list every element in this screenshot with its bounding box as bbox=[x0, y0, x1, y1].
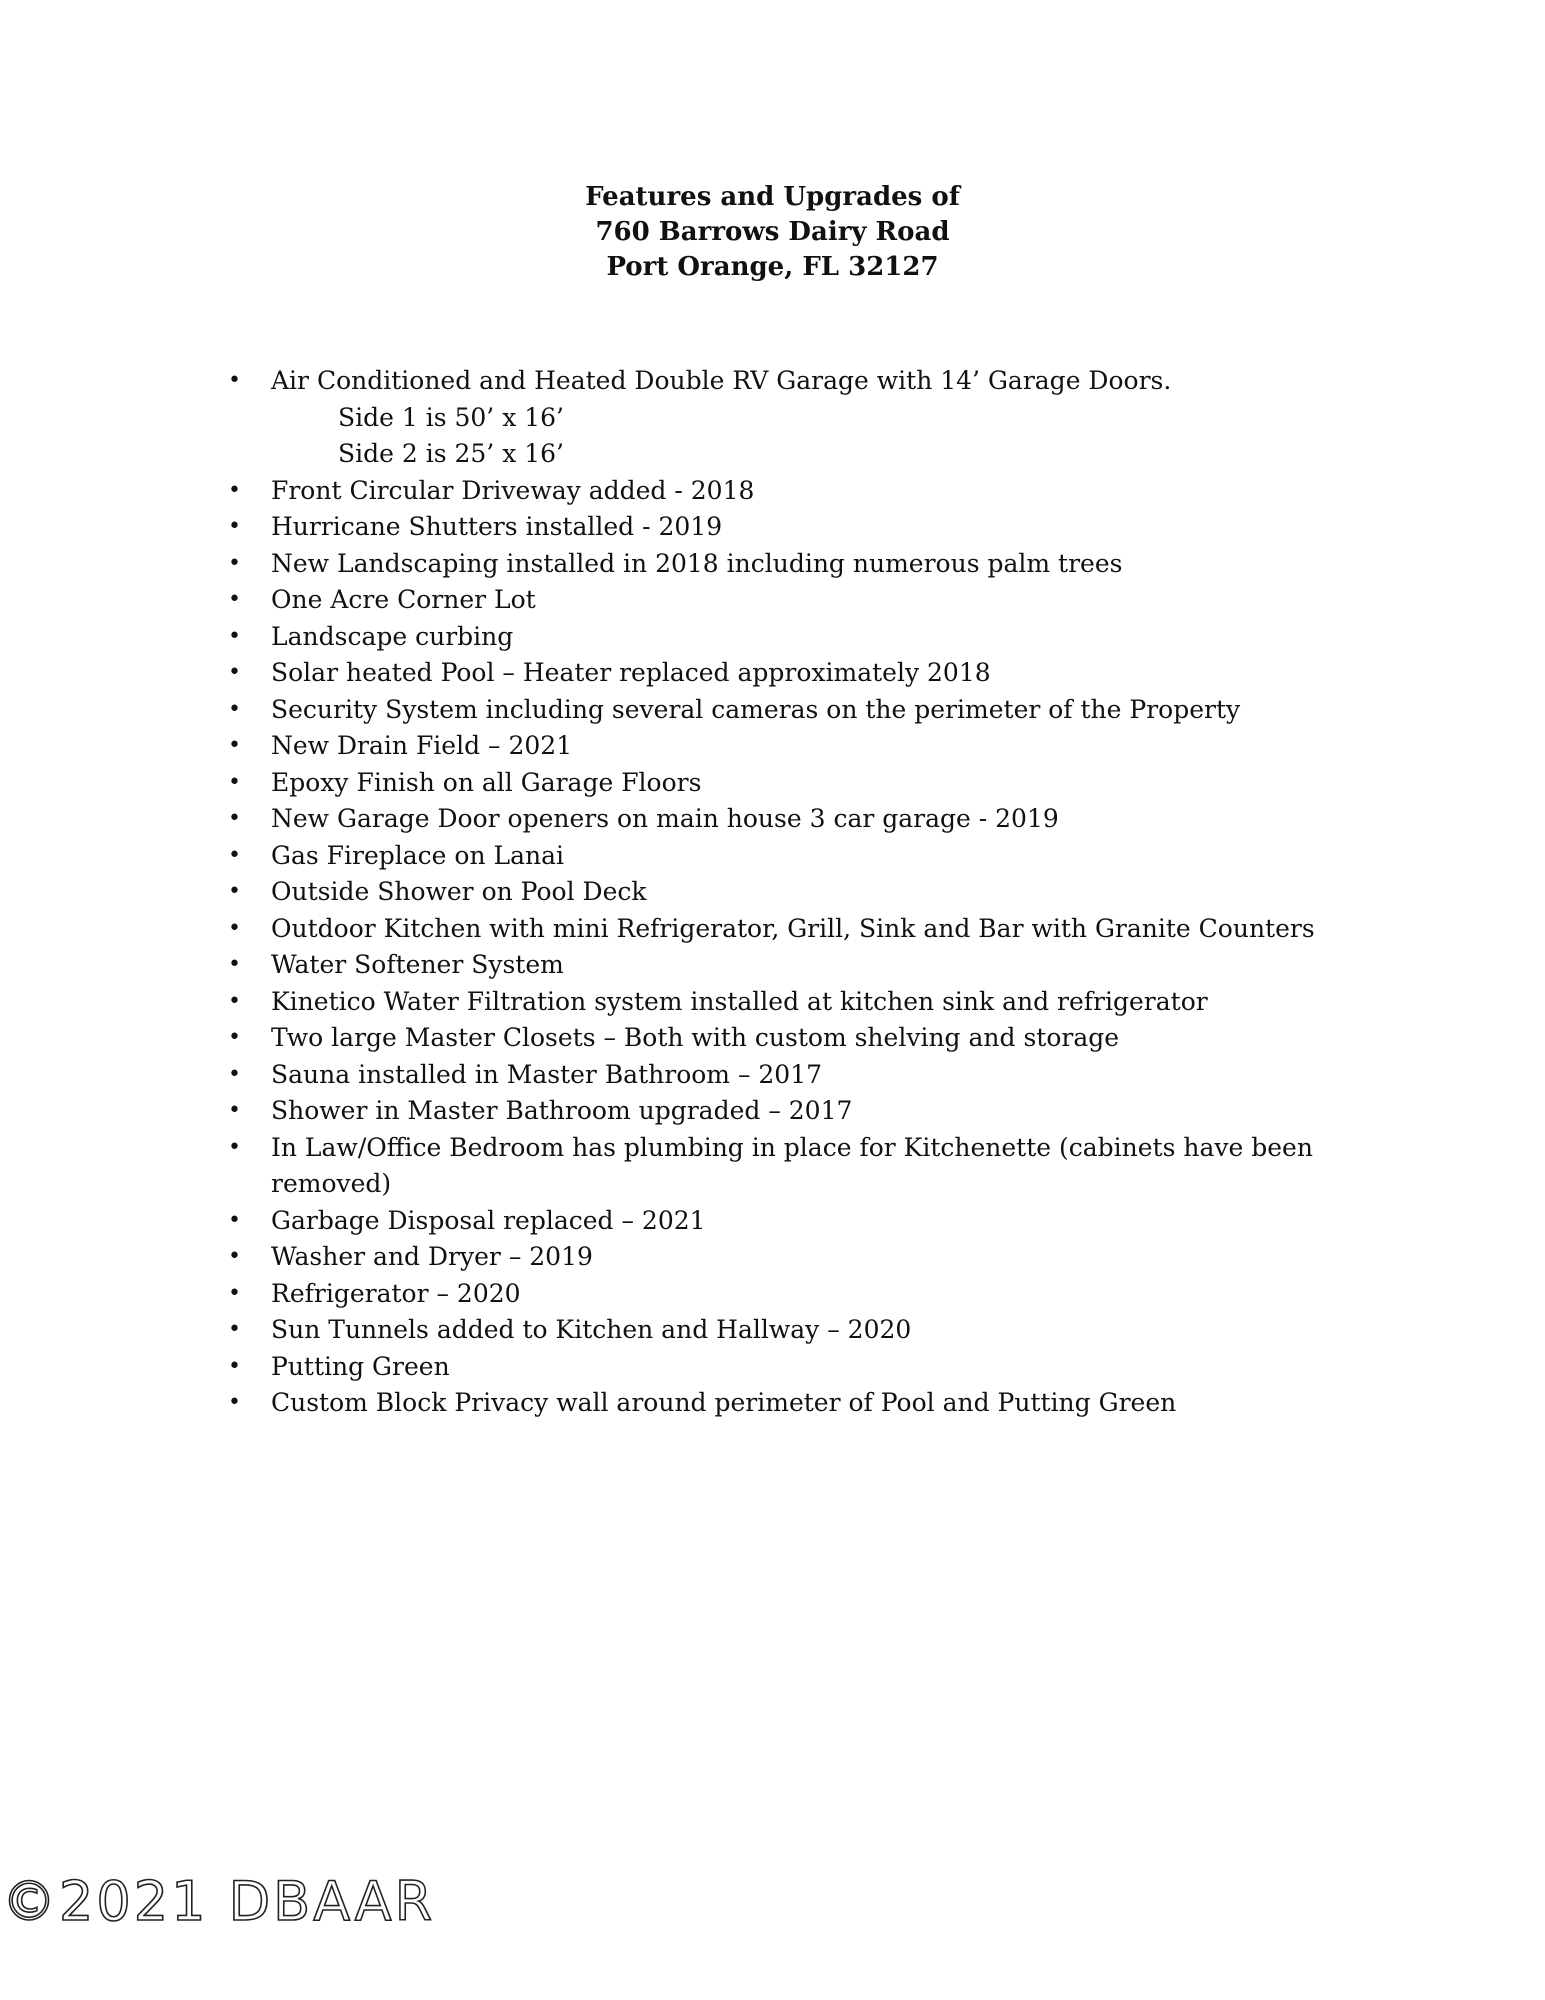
feature-text: Solar heated Pool – Heater replaced approximately 2018 bbox=[271, 658, 991, 687]
feature-sub-line: Side 2 is 25’ x 16’ bbox=[338, 439, 565, 468]
feature-text: One Acre Corner Lot bbox=[271, 585, 536, 614]
feature-text: Hurricane Shutters installed - 2019 bbox=[271, 512, 723, 541]
bullet-icon: • bbox=[228, 660, 241, 685]
bullet-icon: • bbox=[228, 1098, 241, 1123]
bullet-icon: • bbox=[228, 733, 241, 758]
feature-sub-line: Side 1 is 50’ x 16’ bbox=[338, 402, 565, 432]
list-item bbox=[218, 1020, 1338, 1057]
list-item bbox=[218, 1130, 1338, 1203]
list-item bbox=[218, 874, 1338, 911]
list-item bbox=[218, 801, 1338, 838]
bullet-icon: • bbox=[228, 915, 241, 941]
list-item bbox=[218, 728, 1338, 765]
feature-text: Sun Tunnels added to Kitchen and Hallway – 2020 bbox=[271, 1315, 912, 1344]
list-item bbox=[218, 473, 1338, 510]
list-item bbox=[218, 619, 1338, 656]
bullet-icon: • bbox=[228, 988, 241, 1014]
bullet-icon: • bbox=[228, 1244, 241, 1269]
feature-text: Putting Green bbox=[271, 1351, 450, 1381]
list-item bbox=[218, 1239, 1338, 1276]
feature-text: Kinetico Water Filtration system installed at kitchen sink and refrigerator bbox=[271, 986, 1208, 1016]
bullet-icon: • bbox=[228, 952, 241, 977]
bullet-icon: • bbox=[228, 1207, 241, 1233]
list-item bbox=[218, 1349, 1338, 1386]
list-item bbox=[218, 911, 1338, 948]
feature-text: Washer and Dryer – 2019 bbox=[271, 1242, 593, 1271]
list-item bbox=[218, 1276, 1338, 1313]
bullet-icon: • bbox=[228, 623, 241, 649]
bullet-icon: • bbox=[228, 1317, 241, 1342]
feature-text: In Law/Office Bedroom has plumbing in place for Kitchenette (cabinets have been removed) bbox=[271, 1132, 1313, 1198]
list-item bbox=[218, 765, 1338, 802]
list-item bbox=[218, 1385, 1338, 1422]
list-item bbox=[218, 1312, 1338, 1349]
bullet-icon: • bbox=[228, 806, 241, 831]
feature-text: Outdoor Kitchen with mini Refrigerator, Grill, Sink and Bar with Granite Counters bbox=[271, 913, 1315, 943]
feature-text: Landscape curbing bbox=[271, 621, 514, 651]
bullet-icon: • bbox=[228, 1061, 241, 1087]
bullet-icon: • bbox=[228, 514, 241, 539]
feature-text: Sauna installed in Master Bathroom – 2017 bbox=[271, 1059, 823, 1089]
document-title bbox=[0, 180, 1545, 285]
feature-text: New Landscaping installed in 2018 including numerous palm trees bbox=[271, 548, 1123, 578]
feature-text: Epoxy Finish on all Garage Floors bbox=[271, 767, 702, 797]
features-list bbox=[218, 363, 1338, 1422]
list-item bbox=[218, 692, 1338, 729]
bullet-icon: • bbox=[228, 550, 241, 576]
list-item bbox=[218, 1203, 1338, 1240]
feature-text: Refrigerator – 2020 bbox=[271, 1278, 521, 1308]
bullet-icon: • bbox=[228, 477, 241, 503]
list-item bbox=[218, 1057, 1338, 1094]
list-item bbox=[218, 655, 1338, 692]
list-item bbox=[218, 838, 1338, 875]
list-item bbox=[218, 947, 1338, 984]
bullet-icon: • bbox=[228, 842, 241, 868]
bullet-icon: • bbox=[228, 879, 241, 904]
list-item bbox=[218, 363, 1338, 473]
list-item bbox=[218, 984, 1338, 1021]
list-item bbox=[218, 1093, 1338, 1130]
feature-text: New Drain Field – 2021 bbox=[271, 731, 573, 760]
bullet-icon: • bbox=[228, 587, 241, 612]
bullet-icon: • bbox=[228, 1134, 241, 1160]
bullet-icon: • bbox=[228, 1280, 241, 1306]
feature-text: Gas Fireplace on Lanai bbox=[271, 840, 564, 870]
feature-text: Air Conditioned and Heated Double RV Garage with 14’ Garage Doors. bbox=[271, 366, 1172, 395]
feature-text: Shower in Master Bathroom upgraded – 2017 bbox=[271, 1096, 853, 1125]
title-line: Features and Upgrades of bbox=[585, 182, 960, 212]
feature-text: Front Circular Driveway added - 2018 bbox=[271, 475, 755, 505]
feature-text: Water Softener System bbox=[271, 950, 564, 979]
bullet-icon: • bbox=[228, 769, 241, 795]
bullet-icon: • bbox=[228, 1353, 241, 1379]
title-line: 760 Barrows Dairy Road bbox=[595, 217, 950, 247]
bullet-icon: • bbox=[228, 1390, 241, 1415]
bullet-icon: • bbox=[228, 1025, 241, 1050]
title-line: Port Orange, FL 32127 bbox=[606, 252, 939, 282]
feature-text: New Garage Door openers on main house 3 car garage - 2019 bbox=[271, 804, 1059, 833]
list-item bbox=[218, 546, 1338, 583]
feature-text: Security System including several cameras on the perimeter of the Property bbox=[271, 694, 1241, 724]
feature-text: Outside Shower on Pool Deck bbox=[271, 877, 647, 906]
bullet-icon: • bbox=[228, 368, 241, 393]
list-item bbox=[218, 582, 1338, 619]
feature-text: Garbage Disposal replaced – 2021 bbox=[271, 1205, 706, 1235]
copyright-watermark: ©2021 DBAAR bbox=[2, 1870, 436, 1933]
feature-text: Two large Master Closets – Both with custom shelving and storage bbox=[271, 1023, 1120, 1052]
feature-text: Custom Block Privacy wall around perimeter of Pool and Putting Green bbox=[271, 1388, 1177, 1417]
list-item bbox=[218, 509, 1338, 546]
bullet-icon: • bbox=[228, 696, 241, 722]
